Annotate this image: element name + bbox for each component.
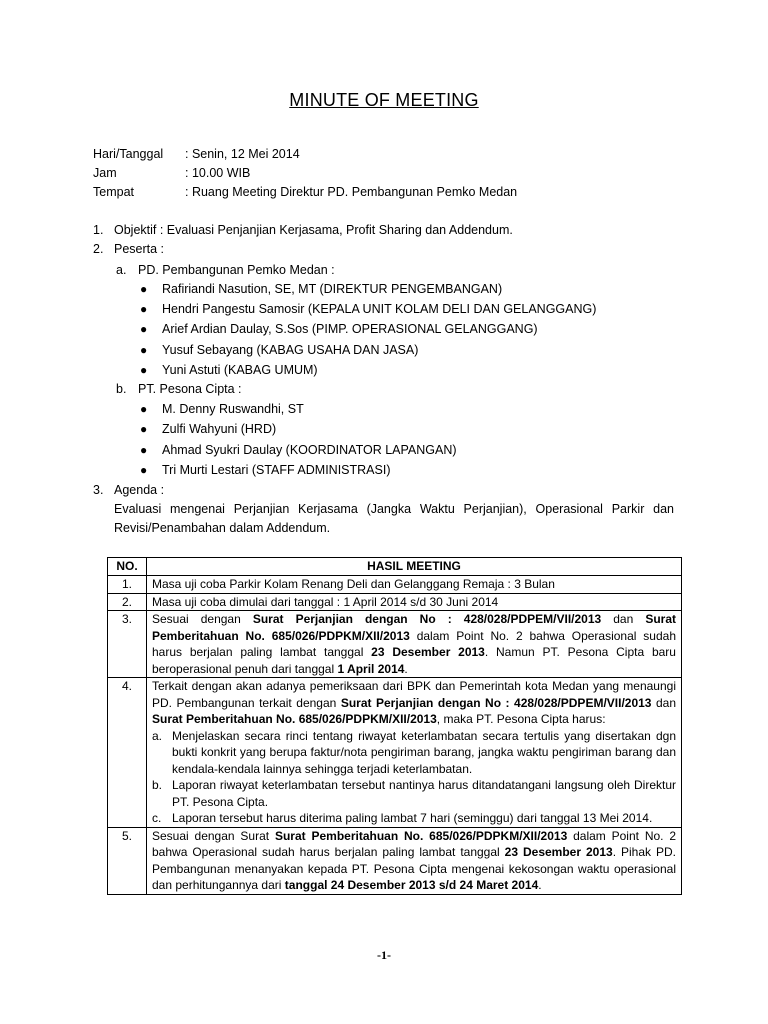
group-letter: b. bbox=[116, 382, 127, 396]
agenda-text: Evaluasi mengenai Perjanjian Kerjasama (Jangka Waktu Perjanjian), Operasional Parkir dan Revisi/Penambahan dalam Addendum. bbox=[114, 502, 674, 535]
bold-run: 23 Desember 2013 bbox=[504, 845, 613, 859]
sub-item-letter: a. bbox=[152, 728, 163, 743]
section-number: 2. bbox=[93, 242, 104, 256]
section-text: Peserta : bbox=[114, 242, 165, 256]
row-text bbox=[147, 611, 682, 678]
participant-item bbox=[140, 300, 596, 319]
participant-name: M. Denny Ruswandhi, ST bbox=[162, 402, 304, 416]
group-pd-pembangunan bbox=[116, 261, 335, 280]
info-row-place bbox=[93, 183, 517, 202]
row-text bbox=[147, 678, 682, 828]
bold-run: Surat Pemberitahuan No. 685/026/PDPKM/XII/2013 bbox=[274, 828, 568, 843]
text-run: dalam Point No. 2 bahwa Operasional sudah harus berjalan paling lambat tanggal bbox=[152, 628, 676, 659]
info-label: Jam bbox=[93, 166, 117, 180]
text-run: dalam Point No. 2 bahwa Operasional sudah harus berjalan paling lambat tanggal bbox=[152, 828, 677, 859]
info-label: Hari/Tanggal bbox=[93, 147, 164, 161]
group-letter: a. bbox=[116, 263, 127, 277]
text-run: dan bbox=[651, 695, 677, 710]
meeting-info bbox=[93, 145, 517, 202]
sub-item-letter: b. bbox=[152, 778, 163, 792]
text-run: . bbox=[538, 878, 542, 892]
header-result: HASIL MEETING bbox=[147, 558, 682, 576]
table-row bbox=[108, 678, 682, 828]
table-row bbox=[108, 611, 682, 678]
group-name: PD. Pembangunan Pemko Medan : bbox=[138, 263, 335, 277]
document-title: MINUTE OF MEETING bbox=[289, 90, 479, 110]
info-row-date bbox=[93, 145, 517, 164]
participant-name: Rafiriandi Nasution, SE, MT (DIREKTUR PENGEMBANGAN) bbox=[162, 282, 503, 296]
section-participants bbox=[93, 240, 164, 259]
bold-run: 23 Desember 2013 bbox=[371, 645, 485, 659]
text-run: dan bbox=[601, 612, 646, 626]
text-run: . bbox=[404, 661, 408, 676]
participant-item bbox=[140, 400, 304, 419]
sub-item-text: Laporan tersebut harus diterima paling lambat 7 hari (seminggu) dari tanggal 13 Mei 2014. bbox=[172, 811, 653, 825]
text-run: Sesuai dengan bbox=[152, 612, 253, 626]
participant-name: Yusuf Sebayang (KABAG USAHA DAN JASA) bbox=[162, 343, 419, 357]
row-number: 3. bbox=[108, 611, 147, 678]
bold-run: 1 April 2014 bbox=[337, 661, 405, 676]
participant-name: Hendri Pangestu Samosir (KEPALA UNIT KOLAM DELI DAN GELANGGANG) bbox=[162, 302, 597, 316]
sub-item-text: Menjelaskan secara rinci tentang riwayat keterlambatan secara tertulis yang disertakan dgn bukti konkrit yang berupa faktur/nota pengiriman barang, jangka waktu pengiriman barang dan kendala-kendala lainnya sehingga terjadi keterlambatan. bbox=[172, 728, 676, 776]
bold-run: Surat Pemberitahuan No. 685/026/PDPKM/XII/2013 bbox=[152, 712, 437, 726]
bold-run: Surat Perjanjian dengan No : 428/028/PDPEM/VII/2013 bbox=[252, 612, 602, 626]
bullet-icon: ● bbox=[140, 422, 148, 436]
table-row bbox=[108, 593, 682, 611]
group-pt-pesona-cipta bbox=[116, 380, 242, 399]
sub-item-letter: c. bbox=[152, 811, 162, 825]
participant-item bbox=[140, 280, 502, 299]
row-number: 5. bbox=[108, 827, 147, 894]
bullet-icon: ● bbox=[140, 363, 148, 377]
sub-item-text: Laporan riwayat keterlambatan tersebut nantinya harus ditandatangani langsung oleh Direktur PT. Pesona Cipta. bbox=[172, 778, 676, 809]
table-row bbox=[108, 576, 682, 594]
info-value: : Ruang Meeting Direktur PD. Pembangunan Pemko Medan bbox=[185, 185, 518, 199]
info-value: : Senin, 12 Mei 2014 bbox=[185, 147, 300, 161]
section-number: 3. bbox=[93, 483, 104, 497]
bullet-icon: ● bbox=[140, 282, 148, 296]
text-run: , maka PT. Pesona Cipta harus: bbox=[436, 712, 606, 726]
page-number: -1- bbox=[377, 948, 391, 962]
row-number: 4. bbox=[108, 678, 147, 828]
meeting-results-table bbox=[107, 557, 682, 895]
sub-list-item bbox=[152, 777, 676, 810]
participant-item bbox=[140, 320, 538, 339]
row-text: Masa uji coba Parkir Kolam Renang Deli dan Gelanggang Remaja : 3 Bulan bbox=[147, 576, 682, 594]
participant-name: Ahmad Syukri Daulay (KOORDINATOR LAPANGAN) bbox=[162, 443, 457, 457]
participant-item bbox=[140, 361, 318, 380]
participant-item bbox=[140, 461, 391, 480]
header-no: NO. bbox=[108, 558, 147, 576]
participant-name: Tri Murti Lestari (STAFF ADMINISTRASI) bbox=[162, 463, 391, 477]
row-text bbox=[147, 827, 682, 894]
text-run: Terkait dengan akan adanya pemeriksaan dari BPK dan Pemerintah kota Medan yang menaungi PD. Pembangunan terkait dengan bbox=[152, 679, 676, 710]
sub-list-item bbox=[152, 728, 676, 778]
participant-name: Zulfi Wahyuni (HRD) bbox=[162, 422, 277, 436]
bullet-icon: ● bbox=[140, 402, 148, 416]
info-row-time bbox=[93, 164, 517, 183]
bullet-icon: ● bbox=[140, 343, 148, 357]
info-value: : 10.00 WIB bbox=[185, 166, 251, 180]
bullet-icon: ● bbox=[140, 463, 148, 477]
participant-name: Arief Ardian Daulay, S.Sos (PIMP. OPERASIONAL GELANGGANG) bbox=[162, 322, 538, 336]
section-text: Agenda : bbox=[114, 483, 165, 497]
bullet-icon: ● bbox=[140, 302, 148, 316]
bullet-icon: ● bbox=[140, 443, 148, 457]
section-objective bbox=[93, 221, 513, 240]
group-name: PT. Pesona Cipta : bbox=[138, 382, 242, 396]
table-row bbox=[108, 827, 682, 894]
participant-item bbox=[140, 441, 457, 460]
section-agenda bbox=[93, 481, 164, 500]
sub-list-item bbox=[152, 810, 676, 827]
text-run: Sesuai dengan Surat bbox=[152, 828, 275, 843]
bold-run: Surat Pemberitahuan No. 685/026/PDPKM/XII/2013 bbox=[152, 612, 677, 643]
participant-item bbox=[140, 341, 418, 360]
text-run: . Pihak PD. Pembangunan menanyakan kepada PT. Pesona Cipta mengenai kekosongan waktu operasional dan perhitungannya dari bbox=[152, 845, 677, 892]
text-run: . Namun PT. Pesona Cipta baru beroperasional penuh dari tanggal bbox=[152, 645, 676, 676]
row-intro bbox=[152, 678, 676, 728]
row-number: 2. bbox=[108, 593, 147, 611]
table-header-row bbox=[108, 558, 682, 576]
row-text: Masa uji coba dimulai dari tanggal : 1 April 2014 s/d 30 Juni 2014 bbox=[147, 593, 682, 611]
participant-name: Yuni Astuti (KABAG UMUM) bbox=[162, 363, 318, 377]
section-number: 1. bbox=[93, 223, 104, 237]
bold-run: Surat Perjanjian dengan No : 428/028/PDPEM/VII/2013 bbox=[340, 695, 652, 710]
bullet-icon: ● bbox=[140, 322, 148, 336]
row-number: 1. bbox=[108, 576, 147, 594]
participant-item bbox=[140, 420, 276, 439]
section-text: Objektif : Evaluasi Penjanjian Kerjasama, Profit Sharing dan Addendum. bbox=[114, 223, 513, 237]
info-label: Tempat bbox=[93, 185, 134, 199]
bold-run: tanggal 24 Desember 2013 s/d 24 Maret 2014 bbox=[284, 878, 539, 892]
